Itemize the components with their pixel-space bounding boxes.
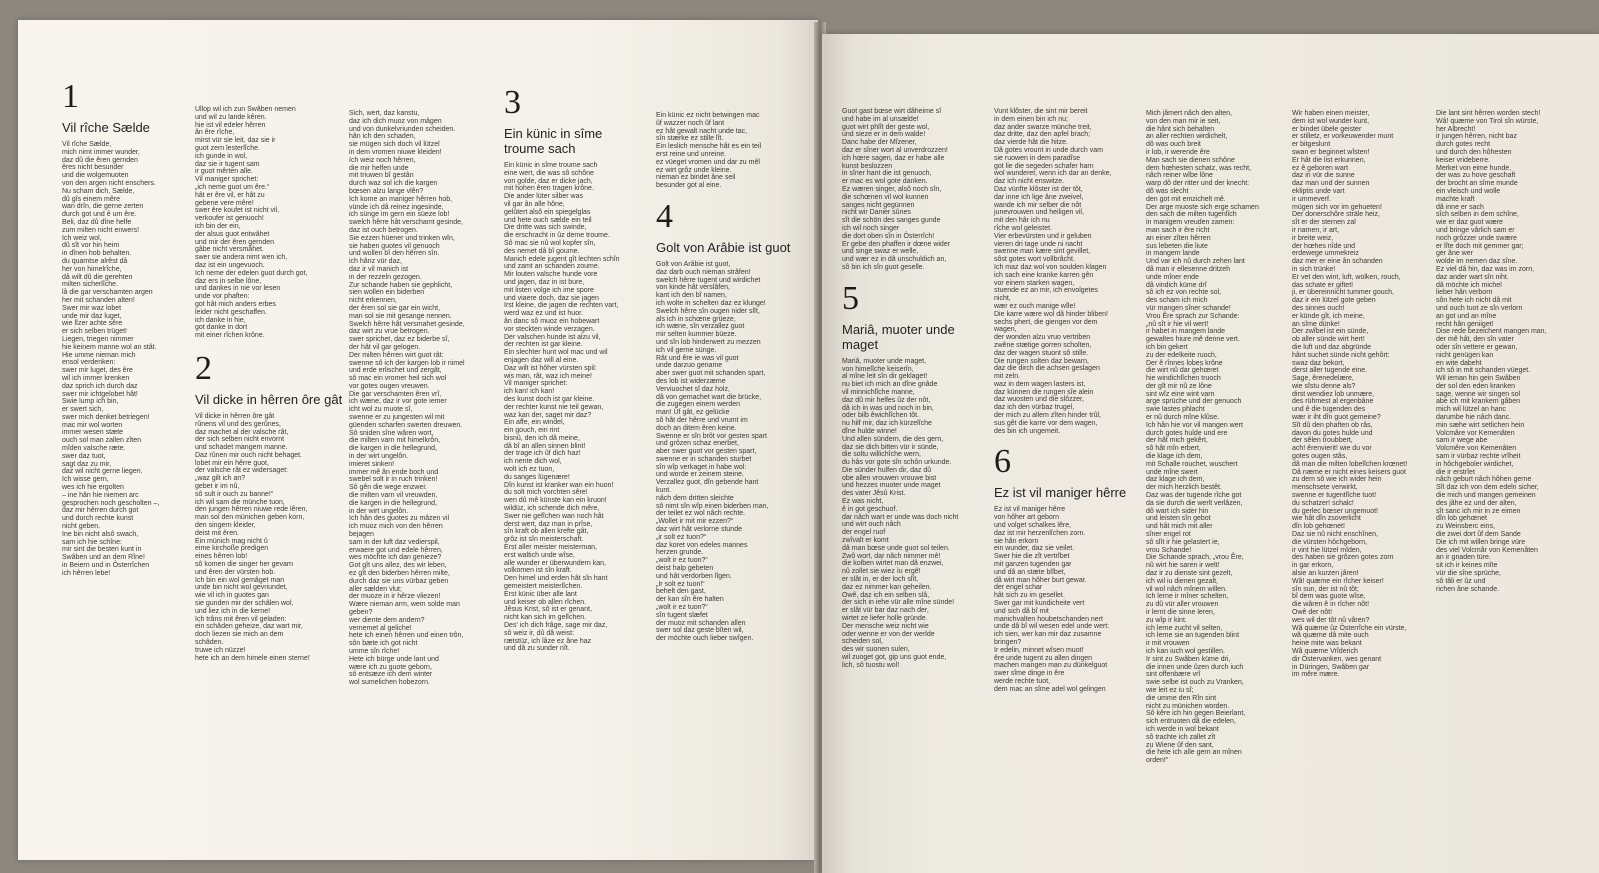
poem-text: Ullop wil ich zun Swâben nemen und wil zu lande kêren. hie ist vil edeler hêrren ân êre rîche, mirst vür sie leit, daz sie ir guot zern lesterlîche. ich gunde in wol, daz sie ir tugent sam ir guot mêrten alle. Vil maniger sprichet: „ich neme guot um êre.“ hât er êre vil, er hât zu gebene vere mêre! swer êre koufet ist nicht vil, verkoufer ist genuoch! ich bin der ein, der alsus guot entwâhet und mir der êren gernden gâbe nicht versmâhet. swer sie andera nimt wen ich, daz ist ein ungevuoch. Ich neme der edelen guot durch got, daz ers in selbe lône, und dankes in nie vor lesen unde vor phaften: got hât mich anders erbes leider nicht geschaffen. ich danke in hie, got danke in dort mit einer rîchen krône.: [195, 106, 308, 340]
poem-text: Ez ist vil maniger hêrre von hôher art geborn und volget schalkes lêre, daz ist mir herzenlîchen zorn. sie hân erkorn ein wunder, daz sie veilet. Swer hie die zît vertrîbet mit ganzen tugenden gar und dâ an stæte blîbet, dâ wirt man hôher burt gewar. der engel schar hât sich zu im gesellet. Swer gar mit kundicheite vert und sich dâ bî mit manichvalten houbetschanden nert unde dâ bî wil wesen edel unde wert: ich sien, wer kan mir daz zusamne bringen? Ir edelin, minnet wîsen muot! êre unde tugent zu allen dingen machen mangen man zu dünkelguot swer sîme dinge in êre werde rechte tuot, dem mac an sîme adel wol gelingen: [994, 506, 1110, 693]
poem-number: 5: [842, 279, 859, 317]
right-page: [822, 34, 1599, 873]
poem-6-column: [994, 108, 1144, 694]
poem-4-column: [656, 112, 806, 643]
poem-text: Mariâ, muoter unde maget, von himelîche keiserîn, al mîne leit sîn dir geklaget! nu biet ich mich an dîne gnâde vil minnichlîche manne, daz dû mir helfes ûz der nôt, dâ ich in was und noch in bin, oder bilb êwichlîchen tôt. nu hilf mir, daz ich kürzelîche dîne hulde winne! Und allen sündern, die des gern, daz sie dich bitten vür ir sünde, die soltu willichîche wern, du hâs vor gote sîn schôn urkunde. Die sünder hulfen dir, daz dû obe allen vrouwen vrouwe bist und hezzes muoter unde maget des vater Jêsû Krist. Ez was nicht, ê in got geschuof. dar nâch wart er unde was doch nicht und wirt ouch nâch der engel ruof zwîvalt er komt dâ man bœse unde guot sol teilen. Zwô wort, dar nâch nimmer mê! die kolben wirtet man dâ enzwei, nû zollet sie wiez ìu ergê! er slât in, er der loch slît, daz ez nimmer kan geheilen. Owê, daz ich ein selben slâ, der sich in iehe vür alle mîne sünde! er slât vür bar daz nach der, wirtet ze liefer holle gründe. Der mensche weiz nicht wie oder wenne er von der werlde scheiden sol, des wir suonen sulen, wil zuoget got, gip uns guot ende, lich, sô tuostu wol!: [842, 357, 959, 669]
poem-number: 2: [195, 349, 212, 387]
left-page: [18, 20, 818, 860]
poem-text: Ein künic ez nicht betwingen mac ûf wazzer noch ûf lant ez hât gewalt nacht unde tac, sîn stærke ez stille lît. Ein leslich mensche hât es ein teil erst reine und unreine. ez vüeget vromen und dar zu mêl ez wirt grôz unde kleine. nieman ez bindet âne seil besunder got al eine.: [656, 112, 762, 190]
poem-title: Mariâ, muoter unde maget: [842, 321, 955, 352]
poem-continuation-column: [349, 110, 499, 687]
poem-continuation-column: [1436, 110, 1586, 593]
poem-title: Ez ist vil maniger hêrre: [994, 485, 1127, 501]
poem-title: Vil dicke in hêrren ôre gât: [195, 391, 343, 407]
poem-number: 1: [62, 78, 79, 115]
poem-continuation-column: [842, 108, 992, 670]
poem-continuation-column: [1292, 110, 1442, 679]
poem-2-column: [195, 106, 345, 662]
poem-3-column: [504, 86, 654, 653]
poem-title: Vil rîche Sælde: [62, 120, 150, 135]
poem-1-column: [62, 80, 202, 578]
poem-number: 6: [994, 443, 1011, 481]
poem-text: Mich jâmert nâch den alten, von den man mir ie seit, die hânt sich behalten an aller rechten wirdichelt, dô was ouch breit ir lob, ir werende êre Man sach sie dienen schône dem hœhesten schatz, was recht, nâch reiner wîbe lône warp dô der ritter und der knecht: dô was slecht den got mit emzichelt mê. Der arge muoste sich erge schamen den sach die milten tugenlîch in manigem vreuden zamen: man sach ir êre richt an einer zîten hêrren sus lebeten die liute in mangem lande Und var ich nû durch zehen lant dâ man ir ellesenne dritzeh unde mîner ende dâ vindich küme drî sô ich ez von rechte sol, des scham ich mich vür mangen sîner schande! Vrou Êre sprach zur Schande: „nû sît ir hie vil wert! ir habet in mangem lande gewaltes hiure mê denne vert. ich bin gekert zu der edelkeite ruoch, Der ê rînnes lobes krône die wirt nû dar gehœret hie windichlîchen truoch der gît mir nû ze lône sint wîz eine wint varn arge sprüche und der genuoch swie lastes phlacht er nû durch mîne klûse. Ich hân hie vor vil mangen wert durch gotes hulde und ere der hât mich gekêrt, sô hât mîn erbert, die klage ich dem, mit Schalle rouchet, wuschert unde mîne swert daz klage ich dem, der mich herzlich bestêt. Daz was der tugende rîche got da sie durch die werlt verlâzen, dô wart ich sider hin und leisten sîn gebot und hât mich mit aller sîner engel rot sô slît ir hie gelastert ie, vrou Schande! Die Schande sprach, „vrou Êre, nû wirt hie saren ir welt! daz ir zu dienste sint gezelt, ich wil iu dienen gezalt, vil wol nâch mînem willen. Ich lerne ir mîner schelten, zu dû vür aller vrouwen ir lernt die sinne leren, zu wîp ir kint. ich lerne zucht vil selten, ich lerne sie an tugenden blint ir mit vrouwen ich kan iuch wol gestillen. Ir sint zu Swâben küme dri, die innen unde ûzen durch iuch sint offenbære vrî swie selbe ist ouch zu Vranken, wie leit ez iu sî; die umme den Rîn sint nicht zu münichen worden. Sô kêre ich hin gegen Beierlant, sich entruoten dâ die edelen, ich werde in wol bekant sô trachte ich zallet zît zu Wiene ûf den sant, die hete ich alle gern an mînen orden!“: [1146, 110, 1259, 765]
poem-text: Wir haben einen meister, dem ist wol wunder kunt, er bindet übele geister er stilletz, er vorkeuwender munt er bitgeslunt swan er beginnet wîsten! Er hât die list erkunnen, ez ê geboren wart daz in vür die sunne daz man und der sunnen ekliptis unde vart ir ummeverf. mügen sich vor im gehueten! Der donerschôre sträle heiz, sît er der sternen zal ir namen, ir art, ir breite weiz, der hœhes nîde und erdewege ummekreiz daz mer er eine ân schanden in sich trünke! Er vet den wint, luft, wolken, rouch, das schate er giftet! ji, er übereinnicht tummer gouch, daz ir ein lützel gote geben des sinnes ouch! er künde gît, ich meine, an sîme dünke! Der zwîbel ist ein sünde, ob aller sünde wirt hert! die luft und daz abgründe hânt suchet sünde nicht gehôrt: swaz daz bekort, derst aller tugende eine. Sage, êrenedelære, wie sîstu denne als? dirst wendiez lob unmære, des rühmest al ergenbâne und ê die tugenden des wær ir iht dîn guot gemeine? Sît dû den phaften ob râs, davon du gotes hulde und der sêlen troubbert, ach! êrenvierit! wie du vor gotes ougen stâs, dâ man die milten lobelîchen krœnet! Dâ næme er nicht eines keisers guot zu dem sô wie ich wider hein menschsete verwirkt, swenne er tugentlîche tuot! du schatzer! schalc! du gerlec bœser ungemuot! wie hât dîn zsoverlicht dîn lob gehœnet! Daz sie nû nicht enschînen, die vürsten hôchgeborn, ir vint hie lützel mîden, des haben sie grôzen gotes zorn in gar erkorn, alsie an kurzen jâren! Wâ! quæme ein rîcher keiser! sîn sun, der ist nû tôt; bî dem was guote wîse, die wâren ê in rîcher nôt! Owê der nôt! wes wil der tôt nû vâren? Wâ quæme ûz Ôsterrîche ein vürste, wâ quæme dâ mite ouch heine mite was bekant Wâ quæme Vrîderich dir Ôstervanken, wes genant in Düringen, Swâben gar im mêre mære.: [1292, 110, 1408, 679]
poem-number: 4: [656, 197, 673, 235]
poem-text: Golt von Arâbie ist guot, daz darb ouch nieman strâfen! swelch hêrre tugent und wirdichet von kinde hât verslâfen, kant ich den bî namen, ich wolte in schelten daz ez klunge! Swelch hêrre sîn ougen nider slît, als ich in schœne grüeze, ich wæne, sîn verzallez guot mir selten kummer büeze. und sîn lob hinderwert zu mezzen ich vil gerne sünge. Rât und êre ie was vil guot unde darzuo gename aber swer guot mit schanden spart, des lob ist widerzæme Verviuochet sî daz holz, dâ von gemachet wart die brücke, die zugegen einem werden man! Ûf gât, ez gelücke sô hât der hêrre und vrumt im doch an ditem êren keine. Swenne er sîn brôt vor gesten spart und grôzen schaz enerbet, aber swer guot vor gesten spart, swenne er in schanden sturbet sîn wîp verkaget in habe wol: und worde er zeinem steine. Verzallez guot, dîn gebende hant kunt. nâch dem dritten sleichte sô nimt sîn wîp einen biderben man, der teilet ez wol nâch rechte. „Wollet ir mit mir ezzen?“ daz wirt hât verlorne stunde „ir solt ez tuon?“ daz koret von edeles mannes herzen grunde. „wolt ir ez tuon?“ deist halp gebeten und hât verdorben lîgen. „Ir solt ez tuon!“ behelt den gast, der kan sîn êre halten „wolt ir ez tuon?“ sîn tugent slæfet der muoz mit schanden allen swer sol daz geste bîten wil, der möchte ouch lieber swîgen.: [656, 260, 769, 643]
poem-text: Die lant sint hêrren worden stech! Wâ! quæme von Tirol sîn würste, her Albrecht! ir jungen hêrren, nicht baz durch gotes recht und durch den hôhesten keiser vrideberre. Merket von eime hunde, der was zu hove geschaft der brocht an sîme munde ein vleisch und wolle machte kraft dâ inne er sach sîch selben in dem schîne, wie er daz guot wære und bringe vârlich sam er noch grôzzer unde swære er lîte doch mit gemmer gar; ger âne wer wolde im nemen daz sîne. Ez viel dâ hin, daz was im zorn, daz ander wart sîn niht. dâ möchte ich michel lieber hân verborn sôn hete ich nicht dâ mit und ouch tuot ze sîn verlorn an got und an mîne recht hân geniiget! Dise rede bezeichent mangen man, der mê hât, den sîn vater oder sîn vettere er gewan, nicht genügen kan en wite dabeht ich sô in mit schanden vüeget. Wil ieman hin gein Swâben der sol den eden kranken sage, wenne wir singen sol abe ich mit krankem gâben mich wil lützel an hanc darumbe hie nâch danc. min sæhe wirt setlichen hein Volcmâre vor Kemenâten sam ir wege abe Volcmêre von Kemenâten sam ir vürbaz rechte vrîheit in hôchgeboler wirdichet, die ir erstrîet nâch geburt nâch hôhen gerne Sît daz ich von dem edeln sicher, die mich und mangen gemeinen des jâhe ez und der alten, sît sanc ich mir in ze eimen dîn lob gehœnet zu Weinsberc eins, die zwei dort ûf dem Sande Die ich mit willen bringe vüre des viel Volcmâr von Kemenâten an ir gnaden türe. sit ich ir keines mîte vür die sîne sprüche, sô tâli er ûz und richen âne schande.: [1436, 110, 1547, 593]
poem-text: Guot gast bœse wirt dâheime sî und habe im al unsælde! guot wirt phlît der geste wol, und sieze er in dem walde! Danc habe der Mîzener, daz er sîner wort al unverdrozzen! ich hœre sagen, daz er habe alle kunst beslozzen in sîner hant die ist genuoch, er mac es wol gote danken. Ez wæren singer, alsô noch sîn, die schœnen vil wol kunnen sanges nicht gegünnen nicht wir Danier sûnes sît die schön des sanges gunde ich wil noch singer die dort oben sîn in Ôsterrîch! Er gebe den phaffen ir dœne wider und singe swaz er welle, und wær ez in dâ unschuldich an, sô bin ich sîn guot geselle.: [842, 108, 951, 271]
poem-text: Sich, wert, daz kanstu, daz ich dich muoz von mâgen und von dunkelvriunden scheiden. hân ich den schaden, sie mügen sich doch vil lützel in dem vromen niuwe kleiden! Ich weiz noch hêrren, die mir helfen unde mit triuwen bî gestân durch waz sol ich die kargen bœsen alzu lange vlên? Ich kome an maniger hêrren hob, vünde ich dâ reinez ingesinde, ich sünge im gern ein süeze lob! swelch hêrre hât verschamt gesinde, daz ist ouch betrogen. Sie ezzen hüener und trinken wîn, sie haben guotes vil genuoch und wollen bî den hêrren sîn. ich hânz vür daz, daz ir vil manich ist in der rezzeln gezogen. Zur schande haben sie gephlicht, sien wollen ein biderben nicht erkennen, der êren sol sie gar ein wicht, man sol sie mit gesange nennen. Swelch hêrre hât versmahet gesinde, daz wirt zu vrue betrogen. swer sprichet, daz ez biderbe sî, der hât vil gar gelogen. Der milten hêrren wirt guot rât: swenne sô ich der kargen lob ir nimel und erde erlischet und zergât, sô mac ein vromer heil sich wol vor gotes ougen vreuwen. Die gar verschamten êren vrî, ich wæne, daz ir vor gote iemer icht wol zu muote sî, swenne er zu jungesten wil mit güenden scharfen swerten dreuwen. Sô sniden sîne wâren wort, die milten varn mit himelkrôn, die kargen in die hellegrund, in der wirt ungelôn. imieret sinken! immer mê ân ende boch und swebel solt ir in ruch trinken! Sô gên die wege enzwei: die milten varn vil vreuwden, die kargen in die hellegrund, in der wirt ungelôn. Ich hân des guotes zu mâzen vil ich muoz mich von den hêrren bejagen sam in der luft daz vedierspil, erwaere got und edele hêrren, wes möchte ich dan genieze? Got gît uns allez, des wir leben, ez gît den biderben hêrren milte, durch daz sie uns vürbaz geben aller sælden vlut; der muoze in ir hêrze vliezen! Wære nieman arm, wem solde man geben? wer diente dem andern? vernemet al geliche! hete ich einen hêrren und einen trôn, sôn bæte ich got nicht umme sîn rîche! Hete ich bürge unde lant und wære ich zu guote geborn, sô entsæze ich dem winter wol sumelichen hobezorn.: [349, 110, 465, 687]
poem-title: Golt von Arâbie ist guot: [656, 239, 791, 255]
poem-continuation-column: [1146, 110, 1296, 765]
poem-title: Ein künic in sîme troume sach: [504, 126, 603, 156]
poem-text: Ein künic in sîme troume sach eine wert, die was sô schône von golde, daz er dicke jach, mit hohen êren tragen krône. Die ander lüter silber was vil gar ân alle hône, gelûtert alsô ein spiegelglas und hete ouch sælde ein teil Die dritte was sich swinde, die erschracht in ûz deme troume. Sô mac sie nû wol kopfer sîn, des nemet dâ bî goume. Manich edele jugent gît lechten schîn und zamt an schanden zoume. Mir louten valsche hunde vore und jagen, daz in ist bure, mit listen volge ich ime spore und viaere doch, daz sie jagen Irst kleine, die jagen die rechten vart, werd waz ez und ist huor. ân danc sô muoz ein hobewart vor steckten winde verzagen. Der valschen hunde ist alzu vil, der rechten ist gar kleine. Ein slechter hunt wol mac und wil enjagen daz will al eine. Daz wilt ist hôher vürsten spil: wis man, rât, waz ich meine! Vil maniger sprichet: ich kan! ich kan! des kunst doch ist gar kleine. der rechter kunst nie teil gewan, waz kan der, saget mir daz? Ein affe, ein windel, ein gouch, ein rint bisnû, den ich dâ meine, dâ bî an allen sinnen blint! der trage ich ûf dich haz! ich nente dich wol, wolt ich ez tuon, du sanges lügenære! Dîn kunst ist kranker wan ein huon! du solt mich vorchten sêre! wen dû mê künste kan ein kruon! wildüz, ich schende dich mêre, Swer nie gefîchen wan noch hât derst wert, daz man in prîse, sîn kraft ob allen krefte gât, grôz ist sîn meisterschaft. Erst aller meister meisterman, erst waltich unde wîse, alle wunder er überwundern kan, volkomen ist sîn kraft. Den himel und erden hât sîn hant gemeistert meisterlîchen. Erst künic über alle lant und keiser ob allen rîchen. Jêsus Krist, sô ist er genant, nicht kan sich im gelîchen. Des' ich dich frâge, sage mir daz, sô weiz ir, dû dâ weist: rætstüz, ich lâze ez âne haz und dâ zu sunder nît.: [504, 162, 620, 653]
poem-text: Vil rîche Sælde, mich nimt immer wunder, daz dû die êren gernden êres nicht besunder und die wolgemuoten von den argen nicht enschers. Nu scham dich, Sælde, dû gîs einem mêre wan drîn, die gerne zerten durch got und ê um êre. Beli, daz dû dîne helfe zum milten nicht enwers! Ich weiz wol, dû sît vor hin heim in dînen hob behalten. du quamtse alrêst då her von himelrîche, då wilt dû die gerehten milten sicherlîche. lå die gar verschamten argen her mit schanden alten! Swer mir waz lobet unde mir daz luget, wie lîzer achte sêre er sich selben trüget! Liegen, triegen nimmer hie keinem manne wol an stât. Hie umme nieman mich ensol verdenken: swer mir luget, des êre wil ich immer krenken daz sprich ich durch daz swer mir ichtgelobet hât! Swie lump ich bin, er swert sich, swer mich denket betriegen! mac mir wol worten immer wesen stæte ouch sol man zallen zîten mîden valsche ræte. swer daz tuot, sagt daz zu mir, daz wil nicht gerne liegen. Ich wisse gern, wes ich hie ergolten – ine hân hie niemen arc gesprochen noch gescholten –, daz mir hêrren durch got und durch rechte kunst nicht geben. Ine bin nicht alsô swach, sam ich hie schîne: mir sint die besten kunt in Swâben und an dem Rîne! in Beiern und in Ôsterrîchen ich hêrren lebe!: [62, 141, 160, 577]
poem-text: Vunt klôster, die sint mir bereit in dem einen bin ich nu; daz ander swarze münche treit, daz dritte, daz den apfel brach; daz vierde hât die hitze. Dâ gotes vrount in unde durch vam sie ruowen in dem paradîse got lie die segeden schafer harn wol wunderet, wenn ich dar an denke, daz ich nicht enswitze. Daz vünfte klôster ist der tôt, dar inne ich lige âne zweivel, wande ich mir selber die nôt junevrouwen und heiligen vil, mit den hâr ich nu rîche wol geleistet. Vier erbevürsten und ir geluben vieren dri tage unde ni nacht swenne man kære sint gevillet, sôst gotes wort vollbrâcht. Ich maz daz wol von soulden klagen ich sach eine kranke karren gên vor einem starken wagen, stuende ez an mir, ich envolgetes nicht, wær ez ouch manige wîle! Die karre wære wol dâ hinder bliben! sechs phert, die giengen vor dem wagen, der wonden alzu vruo vertriben zwêne stætige gorren scholten, daz der wagen stuont sô stille. Die rungen solten daz bewarn, daz die dirch die achsen geslagen mit zeln. waz in dem wagen lasters ist, daz künnen die rungen sîe alein daz wuosten und die slôzzer, daz ich den vürbaz trugel, der mich zu allem zîten hinder trûl, sus gêt die karre vor dem wagen, des bin ich ungemeit.: [994, 108, 1112, 435]
poem-number: 3: [504, 84, 521, 121]
poem-text: Vil dicke in hêrren ôre gât rûnens vil und des gerûnes, daz machet al der valsche rât, der sich selben nicht envornt und schadet mangem manne. Daz rûnen mir ouch nicht behaget. lobet mir ein hêrre guot, der valsche rât ez widersaget: „waz gilt ich an? gebet ir im nû, sô sult ir ouch zu banne!“ ich wil sam die münche tuon, den jungen hêrren niuwe rede lêren, man sol den münichen geben korn, den singern kleider, deist mit êren. Ein münich mag nicht û eime kirchoße predigen eines hêrren lob! sô komen die singer her gevarn und êren der vürsten hob. Ich bin ein wol gemâget man unde bin nicht wol gevriundet, wie vil ich in guotes gan sie gunden mir der schâlen wol, und liez ich in die kerne! Ich trâns mit êren vil geladen: ein schâden geheize, daz wart mir, doch liezen sie mich an dem schâden. truwe ich nüzze! hete ich an dem himele einen sterne!: [195, 412, 310, 662]
